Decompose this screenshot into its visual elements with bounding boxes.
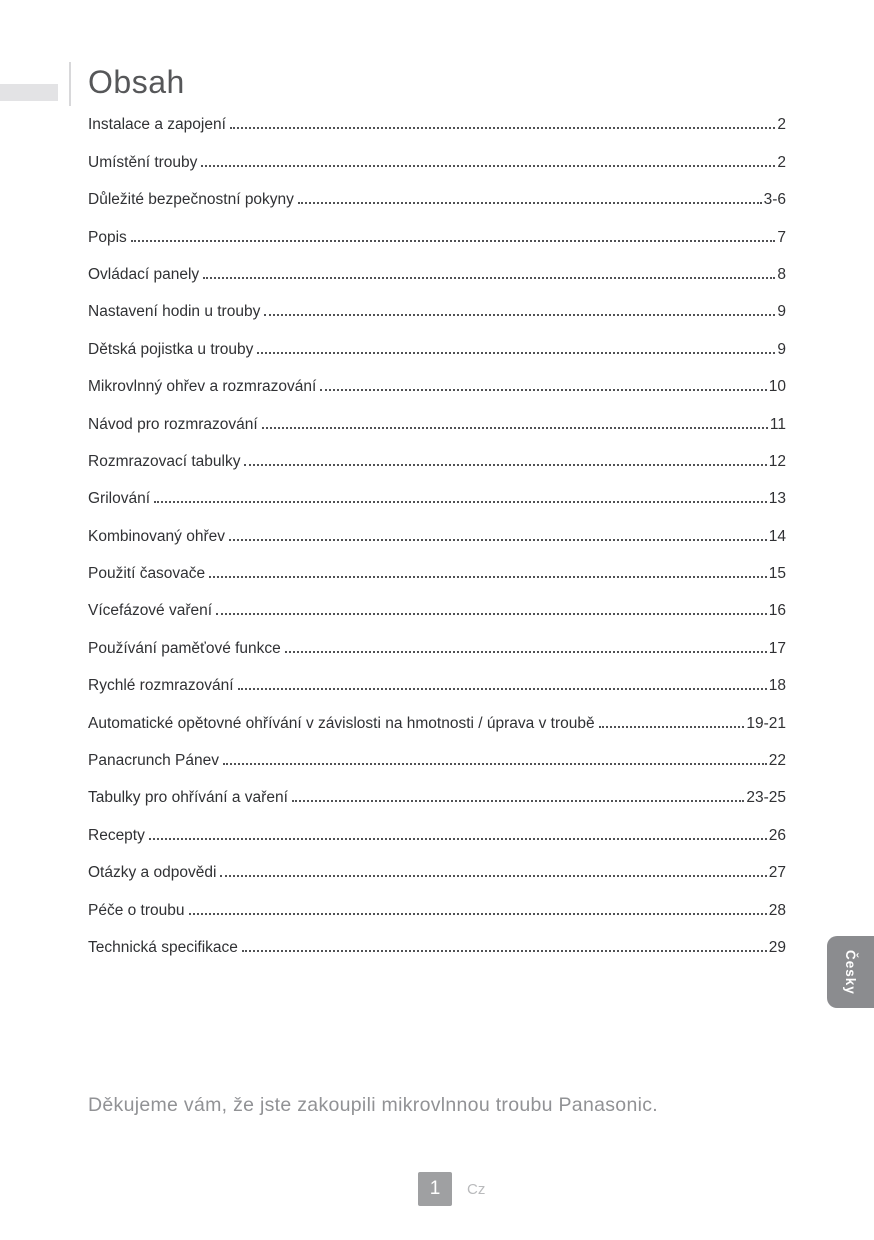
toc-entry-label: Nastavení hodin u trouby <box>88 303 261 321</box>
toc-dot-leader <box>201 165 775 167</box>
toc-dot-leader <box>220 875 766 877</box>
toc-row <box>88 924 786 961</box>
toc-dot-leader <box>216 613 767 615</box>
toc-dot-leader <box>209 576 767 578</box>
toc-entry-page: 29 <box>768 938 786 956</box>
toc-row <box>88 138 786 175</box>
toc-row <box>88 213 786 250</box>
toc-dot-leader <box>229 539 767 541</box>
toc-entry-page: 15 <box>768 565 786 583</box>
toc-row <box>88 737 786 774</box>
toc-entry-label: Návod pro rozmrazování <box>88 415 258 433</box>
toc-row <box>88 624 786 661</box>
toc-entry-page: 8 <box>777 265 786 283</box>
toc-entry-page: 22 <box>768 752 786 770</box>
toc-entry-page: 9 <box>777 340 786 358</box>
toc-dot-leader <box>298 202 762 204</box>
toc-row <box>88 101 786 138</box>
toc-entry-label: Otázky a odpovědi <box>88 864 217 882</box>
toc-entry-page: 2 <box>777 153 786 171</box>
toc-dot-leader <box>257 352 775 354</box>
page-number: 1 <box>429 1178 441 1199</box>
toc-dot-leader <box>264 314 775 316</box>
table-of-contents <box>88 101 786 961</box>
toc-row <box>88 288 786 325</box>
toc-entry-page: 10 <box>768 378 786 396</box>
toc-entry-page: 28 <box>768 901 786 919</box>
toc-entry-page: 16 <box>768 602 786 620</box>
toc-dot-leader <box>244 464 766 466</box>
toc-entry-label: Péče o troubu <box>88 901 185 919</box>
toc-row <box>88 550 786 587</box>
toc-entry-page: 23-25 <box>746 789 786 807</box>
toc-entry-page: 19-21 <box>746 714 786 732</box>
toc-entry-label: Panacrunch Pánev <box>88 752 219 770</box>
toc-entry-page: 9 <box>777 303 786 321</box>
toc-row <box>88 363 786 400</box>
toc-dot-leader <box>320 389 766 391</box>
toc-entry-page: 3-6 <box>763 191 786 209</box>
toc-row <box>88 662 786 699</box>
toc-entry-label: Technická specifikace <box>88 938 238 956</box>
toc-entry-page: 27 <box>768 864 786 882</box>
toc-row <box>88 325 786 362</box>
toc-row <box>88 475 786 512</box>
toc-entry-label: Tabulky pro ohřívání a vaření <box>88 789 288 807</box>
toc-entry-page: 18 <box>768 677 786 695</box>
toc-entry-label: Instalace a zapojení <box>88 116 226 134</box>
toc-entry-label: Umístění trouby <box>88 153 198 171</box>
toc-row <box>88 400 786 437</box>
toc-entry-label: Automatické opětovné ohřívání v závislosti na hmotnosti / úprava v troubě <box>88 714 595 732</box>
page-title: Obsah <box>88 64 185 100</box>
toc-row <box>88 886 786 923</box>
toc-dot-leader <box>242 950 767 952</box>
toc-entry-page: 17 <box>768 639 786 657</box>
language-side-tab-label: Česky <box>843 949 858 995</box>
toc-dot-leader <box>238 688 767 690</box>
toc-entry-label: Dětská pojistka u trouby <box>88 340 254 358</box>
title-accent-bar <box>0 84 58 101</box>
toc-dot-leader <box>262 427 768 429</box>
toc-entry-page: 7 <box>777 228 786 246</box>
toc-entry-page: 11 <box>769 415 786 433</box>
toc-dot-leader <box>292 800 744 802</box>
toc-entry-label: Rozmrazovací tabulky <box>88 452 241 470</box>
toc-entry-label: Používání paměťové funkce <box>88 639 281 657</box>
toc-dot-leader <box>599 726 745 728</box>
toc-row <box>88 587 786 624</box>
toc-entry-page: 13 <box>768 490 786 508</box>
toc-dot-leader <box>149 838 767 840</box>
toc-entry-label: Vícefázové vaření <box>88 602 213 620</box>
toc-dot-leader <box>285 651 767 653</box>
toc-entry-page: 26 <box>768 826 786 844</box>
toc-dot-leader <box>203 277 775 279</box>
toc-row <box>88 512 786 549</box>
language-side-tab <box>827 936 874 1008</box>
toc-entry-page: 12 <box>768 452 786 470</box>
toc-entry-label: Důležité bezpečnostní pokyny <box>88 191 294 209</box>
toc-dot-leader <box>154 501 767 503</box>
toc-entry-label: Ovládací panely <box>88 265 200 283</box>
thank-you-text: Děkujeme vám, že jste zakoupili mikrovlnnou troubu Panasonic. <box>88 1094 658 1116</box>
toc-entry-label: Mikrovlnný ohřev a rozmrazování <box>88 378 317 396</box>
toc-entry-page: 14 <box>768 527 786 545</box>
toc-row <box>88 849 786 886</box>
toc-row <box>88 176 786 213</box>
toc-dot-leader <box>223 763 767 765</box>
title-divider-line <box>69 62 71 106</box>
toc-row <box>88 438 786 475</box>
toc-dot-leader <box>189 913 767 915</box>
toc-dot-leader <box>230 127 776 129</box>
toc-entry-label: Použití časovače <box>88 565 206 583</box>
toc-row <box>88 774 786 811</box>
toc-entry-label: Rychlé rozmrazování <box>88 677 234 695</box>
toc-row <box>88 699 786 736</box>
toc-entry-label: Popis <box>88 228 127 246</box>
language-code: Cz <box>467 1181 486 1198</box>
toc-row <box>88 811 786 848</box>
page-number-badge <box>418 1172 452 1206</box>
toc-row <box>88 251 786 288</box>
toc-entry-label: Grilování <box>88 490 151 508</box>
toc-entry-page: 2 <box>777 116 786 134</box>
toc-dot-leader <box>131 240 776 242</box>
toc-entry-label: Kombinovaný ohřev <box>88 527 225 545</box>
toc-entry-label: Recepty <box>88 826 145 844</box>
